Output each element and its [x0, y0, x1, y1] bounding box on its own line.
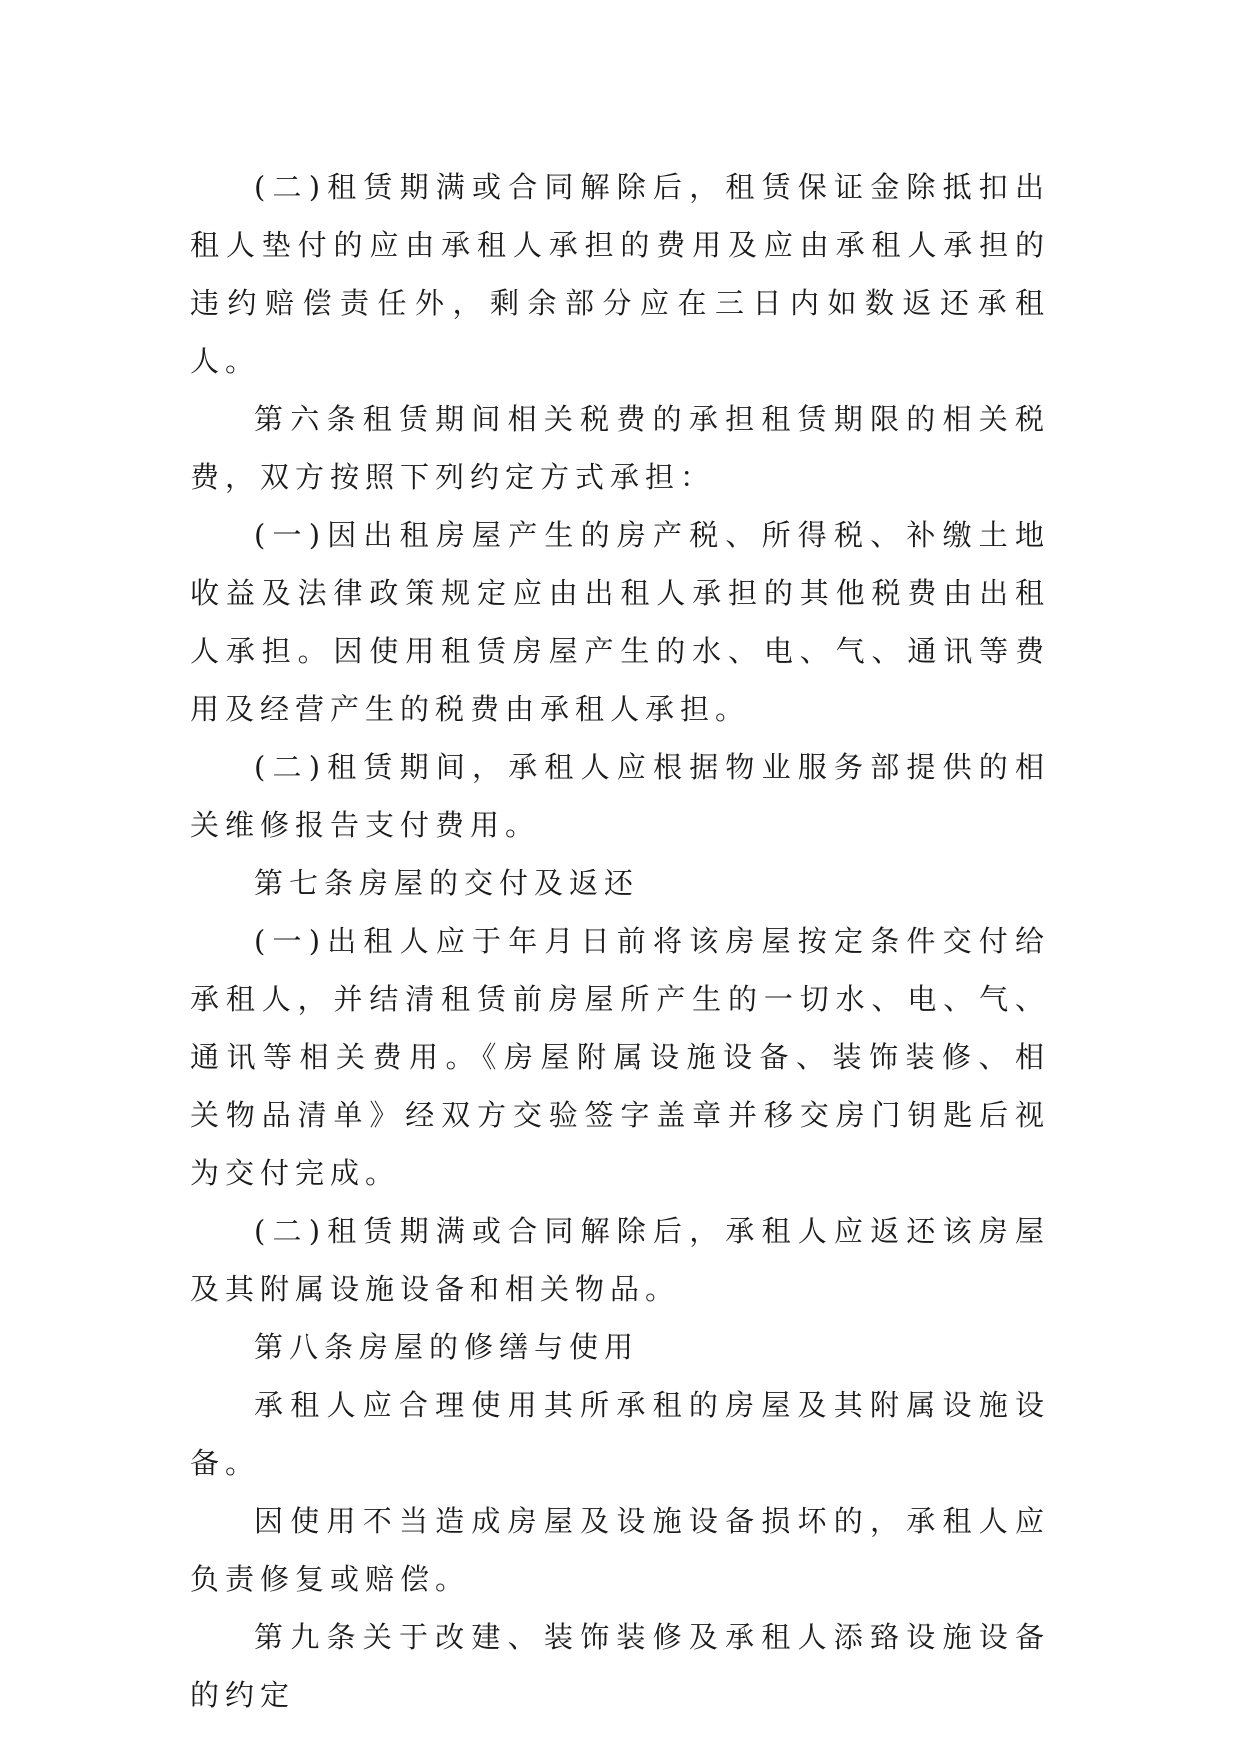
paragraph-article-7-clause-2: (二)租赁期满或合同解除后，承租人应返还该房屋及其附属设施设备和相关物品。: [190, 1214, 1050, 1306]
paragraph-article-8-usage: 承租人应合理使用其所承租的房屋及其附属设施设备。: [190, 1388, 1050, 1480]
paragraph-article-6-clause-2: (二)租赁期间，承租人应根据物业服务部提供的相关维修报告支付费用。: [190, 750, 1050, 842]
document-body: [190, 158, 1050, 1724]
paragraph-article-8-heading: 第八条房屋的修缮与使用: [254, 1330, 640, 1364]
paragraph-article-6-heading: 第六条租赁期间相关税费的承担租赁期限的相关税费，双方按照下列约定方式承担：: [190, 402, 1050, 494]
paragraph-article-8-damage: 因使用不当造成房屋及设施设备损坏的，承租人应负责修复或赔偿。: [190, 1504, 1050, 1596]
paragraph-deposit-refund: (二)租赁期满或合同解除后，租赁保证金除抵扣出租人垫付的应由承租人承担的费用及应由承租人承担的违约赔偿责任外，剩余部分应在三日内如数返还承租人。: [190, 170, 1050, 378]
paragraph-article-7-heading: 第七条房屋的交付及返还: [254, 866, 640, 900]
paragraph-article-7-clause-1: (一)出租人应于年月日前将该房屋按定条件交付给承租人，并结清租赁前房屋所产生的一切水、电、气、通讯等相关费用。《房屋附属设施设备、装饰装修、相关物品清单》经双方交验签字盖章并移交房门钥匙后视为交付完成。: [190, 924, 1050, 1190]
paragraph-article-6-clause-1: (一)因出租房屋产生的房产税、所得税、补缴土地收益及法律政策规定应由出租人承担的其他税费由出租人承担。因使用租赁房屋产生的水、电、气、通讯等费用及经营产生的税费由承租人承担。: [190, 518, 1050, 726]
paragraph-article-9-heading: 第九条关于改建、装饰装修及承租人添臵设施设备的约定: [190, 1620, 1050, 1712]
